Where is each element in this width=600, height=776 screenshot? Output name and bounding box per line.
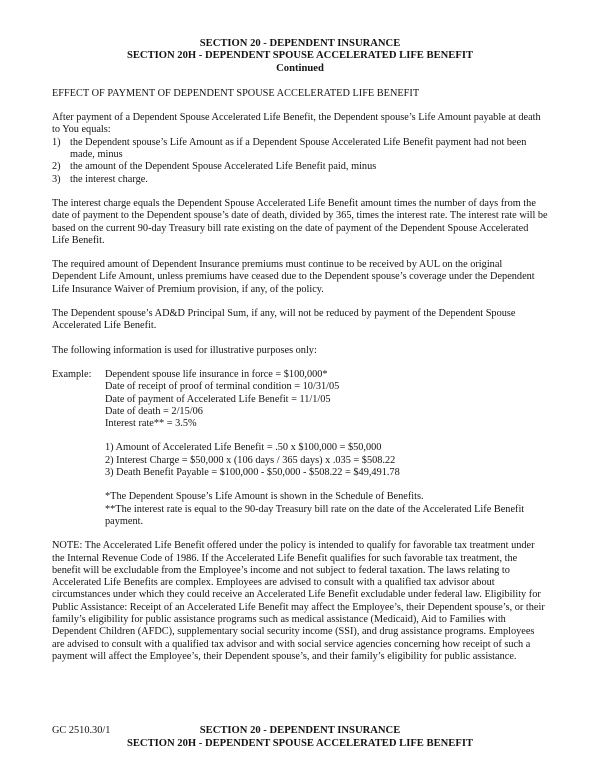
footer-section-title: SECTION 20 - DEPENDENT INSURANCE — [199, 725, 401, 737]
footer-subsection-title: SECTION 20H - DEPENDENT SPOUSE ACCELERATED LIFE BENEFIT — [126, 737, 474, 749]
example-calculation: 3) Death Benefit Payable = $100,000 - $50,000 - $508.22 = $49,491.78 — [105, 467, 400, 479]
header-subsection-title: SECTION 20H - DEPENDENT SPOUSE ACCELERATED LIFE BENEFIT — [126, 50, 474, 62]
list-item-text: the amount of the Dependent Spouse Accelerated Life Benefit paid, minus — [70, 161, 377, 173]
document-code: GC 2510.30/1 — [52, 725, 111, 737]
list-item-text: the interest charge. — [70, 173, 148, 185]
example-calculation: 1) Amount of Accelerated Life Benefit = .50 x $100,000 = $50,000 — [105, 442, 382, 454]
list-item-text: the Dependent spouse’s Life Amount as if a Dependent Spouse Accelerated Life Benefit payment had not been made, minus — [70, 136, 527, 161]
page-footer — [0, 725, 600, 750]
example-footnotes — [105, 491, 548, 528]
example-calculations — [105, 442, 548, 479]
list-item-number: 2) — [52, 161, 61, 173]
document-header — [52, 38, 548, 75]
example-fact: Dependent spouse life insurance in force = $100,000* — [105, 368, 328, 380]
example-content — [105, 369, 548, 528]
example-fact: Date of receipt of proof of terminal condition = 10/31/05 — [105, 381, 340, 393]
list-item — [52, 161, 548, 173]
list-item-number: 3) — [52, 173, 61, 185]
example-block — [52, 369, 548, 528]
example-facts — [105, 369, 548, 430]
note-paragraph: NOTE: The Accelerated Life Benefit offered under the policy is intended to qualify for favorable tax treatment under the Internal Revenue Code of 1986. If the Accelerated Life Benefit qualifies for such favorable tax treatment, the benefit will be excludable from the Employee’s income and not subject to federal taxation. The laws relating to Accelerated Life Benefits are complex. Employees are advised to consult with a qualified tax advisor about circumstances under which they could receive an Accelerated Life Benefit excludable under federal law. Eligibility for Public Assistance: Receipt of an Accelerated Life Benefit may affect the Employee’s, their Dependent spouse’s, or their family’s eligibility for public assistance programs such as medical assistance (Medicaid), Aid to Families with Dependent Children (AFDC), supplementary social security income (SSI), and drug assistance programs. Employees are advised to consult with a qualified tax advisor and with social service agencies concerning how receipt of such a payment will affect the Employee’s, their Dependent spouse’s, and their family’s eligibility for public assistance. — [52, 540, 545, 662]
example-fact: Date of payment of Accelerated Life Benefit = 11/1/05 — [105, 393, 331, 405]
interest-charge-paragraph: The interest charge equals the Dependent Spouse Accelerated Life Benefit amount times the number of days from the date of payment to the Dependent spouse’s date of death, divided by 365, times the interest rate. The interest rate will be based on the current 90-day Treasury bill rate existing on the date of payment of the Dependent Spouse Accelerated Life Benefit. — [52, 197, 548, 246]
list-item — [52, 137, 548, 162]
header-continued-label: Continued — [276, 62, 324, 74]
example-calculation: 2) Interest Charge = $50,000 x (106 days / 365 days) x .035 = $508.22 — [105, 454, 396, 466]
intro-paragraph: After payment of a Dependent Spouse Accelerated Life Benefit, the Dependent spouse’s Life Amount payable at death to You equals: — [52, 112, 541, 136]
list-item — [52, 174, 548, 186]
example-label: Example: — [52, 368, 92, 380]
premiums-paragraph: The required amount of Dependent Insurance premiums must continue to be received by AUL on the original Dependent Life Amount, unless premiums have ceased due to the Dependent spouse’s coverage under the Dependent Life Insurance Waiver of Premium provision, if any, of the policy. — [52, 259, 535, 295]
list-item-number: 1) — [52, 136, 61, 148]
add-principal-sum-paragraph: The Dependent spouse’s AD&D Principal Sum, if any, will not be reduced by payment of the Dependent Spouse Accelerated Life Benefit. — [52, 308, 516, 332]
example-footnote: *The Dependent Spouse’s Life Amount is shown in the Schedule of Benefits. — [105, 491, 424, 503]
example-footnote: **The interest rate is equal to the 90-day Treasury bill rate on the date of the Accelerated Life Benefit payment. — [105, 503, 525, 527]
illustrative-purposes-paragraph: The following information is used for illustrative purposes only: — [52, 344, 317, 356]
example-fact: Interest rate** = 3.5% — [105, 418, 197, 430]
example-fact: Date of death = 2/15/06 — [105, 405, 203, 417]
header-section-title: SECTION 20 - DEPENDENT INSURANCE — [199, 38, 401, 49]
effect-heading: EFFECT OF PAYMENT OF DEPENDENT SPOUSE ACCELERATED LIFE BENEFIT — [52, 87, 420, 99]
